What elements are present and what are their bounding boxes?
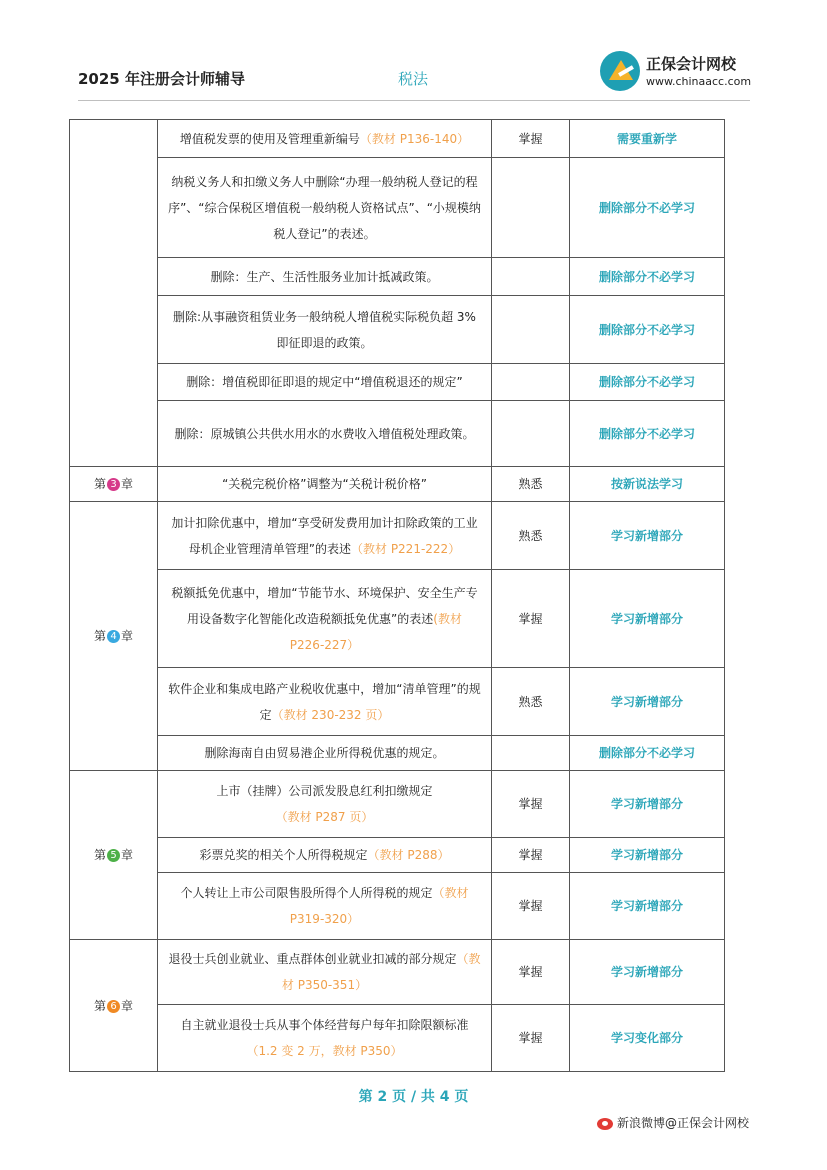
table-row: [70, 158, 725, 258]
requirement-cell: 熟悉: [492, 668, 570, 736]
requirement-cell: 熟悉: [492, 502, 570, 570]
content-cell: 上市（挂牌）公司派发股息红利扣缴规定（教材 P287 页）: [158, 771, 492, 838]
table-row: [70, 873, 725, 940]
study-note-cell: 学习新增部分: [570, 838, 725, 873]
requirement-cell: 掌握: [492, 940, 570, 1005]
chapter-number-badge: 6: [107, 1000, 120, 1013]
study-note-cell: 删除部分不必学习: [570, 364, 725, 401]
content-cell: 删除:从事融资租赁业务一般纳税人增值税实际税负超 3%即征即退的政策。: [158, 296, 492, 364]
study-note-cell: 学习新增部分: [570, 502, 725, 570]
table-row: [70, 401, 725, 467]
table-row: [70, 296, 725, 364]
requirement-cell: 掌握: [492, 1005, 570, 1072]
logo-url: www.chinaacc.com: [646, 75, 752, 88]
requirement-cell: 掌握: [492, 120, 570, 158]
table-row: [70, 771, 725, 838]
content-cell: 删除：原城镇公共供水用水的水费收入增值税处理政策。: [158, 401, 492, 467]
requirement-cell: [492, 364, 570, 401]
table-row: [70, 940, 725, 1005]
header-title: 2025 年注册会计师辅导: [78, 70, 245, 88]
chapter-number-badge: 5: [107, 849, 120, 862]
chapter-number-badge: 4: [107, 630, 120, 643]
table-row: [70, 668, 725, 736]
table-row: [70, 502, 725, 570]
content-cell: 删除：生产、生活性服务业加计抵减政策。: [158, 258, 492, 296]
requirement-cell: [492, 158, 570, 258]
requirement-cell: 掌握: [492, 771, 570, 838]
study-note-cell: 学习新增部分: [570, 873, 725, 940]
chapter-number-badge: 3: [107, 478, 120, 491]
requirement-cell: 掌握: [492, 570, 570, 668]
content-cell: 删除海南自由贸易港企业所得税优惠的规定。: [158, 736, 492, 771]
content-cell: “关税完税价格”调整为“关税计税价格”: [158, 467, 492, 502]
study-note-cell: 按新说法学习: [570, 467, 725, 502]
content-cell: 软件企业和集成电路产业税收优惠中，增加“清单管理”的规定（教材 230-232 页）: [158, 668, 492, 736]
study-note-cell: 删除部分不必学习: [570, 158, 725, 258]
content-cell: 加计扣除优惠中，增加“享受研发费用加计扣除政策的工业母机企业管理清单管理”的表述（教材 P221-222）: [158, 502, 492, 570]
logo-icon: [600, 51, 640, 91]
study-note-cell: 删除部分不必学习: [570, 401, 725, 467]
content-cell: 彩票兑奖的相关个人所得税规定（教材 P288）: [158, 838, 492, 873]
weibo-icon: [597, 1118, 613, 1130]
content-cell: 删除：增值税即征即退的规定中“增值税退还的规定”: [158, 364, 492, 401]
table-row: [70, 570, 725, 668]
study-note-cell: 学习新增部分: [570, 940, 725, 1005]
requirement-cell: [492, 296, 570, 364]
requirement-cell: 掌握: [492, 838, 570, 873]
study-note-cell: 删除部分不必学习: [570, 296, 725, 364]
brand-logo: [600, 48, 750, 92]
requirement-cell: 熟悉: [492, 467, 570, 502]
logo-name: 正保会计网校: [646, 55, 737, 73]
content-cell: 增值税发票的使用及管理重新编号（教材 P136-140）: [158, 120, 492, 158]
chapter-cell: 第 5 章: [70, 771, 158, 940]
study-note-cell: 学习新增部分: [570, 668, 725, 736]
table-row: [70, 364, 725, 401]
content-cell: 税额抵免优惠中，增加“节能节水、环境保护、安全生产专用设备数字化智能化改造税额抵免优惠”的表述(教材 P226-227）: [158, 570, 492, 668]
chapter-cell: 第 6 章: [70, 940, 158, 1072]
table-row: [70, 467, 725, 502]
requirement-cell: [492, 401, 570, 467]
table-row: [70, 736, 725, 771]
requirement-cell: 掌握: [492, 873, 570, 940]
study-note-cell: 学习新增部分: [570, 771, 725, 838]
table-row: [70, 120, 725, 158]
content-cell: 自主就业退役士兵从事个体经营每户每年扣除限额标准（1.2 变 2 万，教材 P350）: [158, 1005, 492, 1072]
study-note-cell: 删除部分不必学习: [570, 258, 725, 296]
table-row: [70, 838, 725, 873]
header-divider: [78, 100, 750, 101]
chapter-cell: 第 4 章: [70, 502, 158, 771]
study-note-cell: 删除部分不必学习: [570, 736, 725, 771]
requirement-cell: [492, 736, 570, 771]
study-note-cell: 学习新增部分: [570, 570, 725, 668]
chapter-cell: 第 3 章: [70, 467, 158, 502]
weibo-credit: [597, 1114, 749, 1131]
study-note-cell: 需要重新学: [570, 120, 725, 158]
requirement-cell: [492, 258, 570, 296]
content-cell: 纳税义务人和扣缴义务人中删除“办理一般纳税人登记的程序”、“综合保税区增值税一般纳税人资格试点”、“小规模纳税人登记”的表述。: [158, 158, 492, 258]
weibo-text: 新浪微博@正保会计网校: [617, 1116, 750, 1130]
content-cell: 退役士兵创业就业、重点群体创业就业扣减的部分规定（教材 P350-351）: [158, 940, 492, 1005]
chapter-cell-continued: [70, 120, 158, 467]
study-note-cell: 学习变化部分: [570, 1005, 725, 1072]
subject-title: 税法: [398, 70, 429, 88]
changes-table: [69, 119, 725, 1072]
page-number: 第 2 页 / 共 4 页: [358, 1089, 469, 1105]
content-cell: 个人转让上市公司限售股所得个人所得税的规定（教材 P319-320）: [158, 873, 492, 940]
table-row: [70, 1005, 725, 1072]
table-row: [70, 258, 725, 296]
